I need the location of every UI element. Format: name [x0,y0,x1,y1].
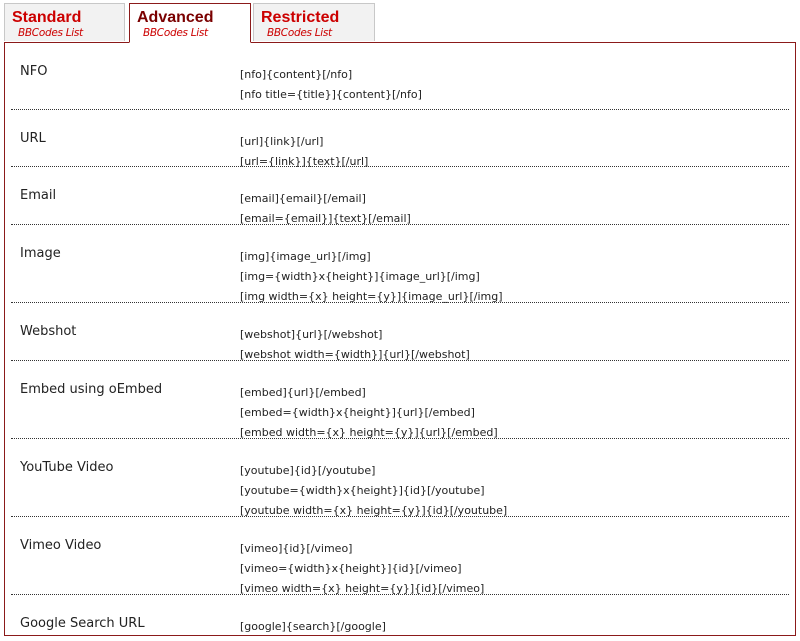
bbcode-row-google [11,595,789,641]
bbcode-name: Image [20,246,61,261]
bbcode-name: Email [20,188,57,203]
bbcode-row-webshot [11,303,789,361]
bbcode-syntax: [img width={x} height={y}]{image_url}[/img] [240,290,503,303]
bbcode-syntax: [nfo]{content}[/nfo] [240,68,353,81]
bbcode-syntax: [google]{search}[/google] [240,620,386,633]
bbcode-name: Vimeo Video [20,538,102,553]
bbcode-syntax-list [240,461,507,521]
tab-standard-title: Standard [12,9,82,26]
bbcode-syntax: [youtube={width}x{height}]{id}[/youtube] [240,484,485,497]
bbcode-syntax: [vimeo width={x} height={y}]{id}[/vimeo] [240,582,485,595]
tab-restricted-subtitle: BBCodes List [267,27,332,39]
tab-restricted[interactable] [253,3,375,41]
bbcodes-panel [4,42,796,636]
bbcode-name: YouTube Video [20,460,114,475]
bbcode-syntax-list [240,539,484,599]
bbcode-syntax: [img]{image_url}[/img] [240,250,371,263]
bbcode-syntax: [embed width={x} height={y}]{url}[/embed] [240,426,498,439]
bbcode-row-nfo [11,43,789,110]
bbcode-row-embed [11,361,789,439]
tab-restricted-title: Restricted [261,9,340,26]
tab-standard[interactable] [4,3,125,41]
bbcode-name: NFO [20,64,48,79]
bbcode-syntax: [youtube width={x} height={y}]{id}[/youtube] [240,504,508,517]
bbcode-syntax-list [240,383,498,443]
bbcode-name: Google Search URL [20,616,145,631]
bbcode-row-vimeo [11,517,789,595]
bbcode-syntax-list [240,247,503,307]
bbcode-syntax: [webshot]{url}[/webshot] [240,328,383,341]
tab-advanced-subtitle: BBCodes List [143,27,208,39]
bbcode-row-email [11,167,789,225]
bbcode-syntax: [embed={width}x{height}]{url}[/embed] [240,406,475,419]
bbcode-syntax: [url={link}]{text}[/url] [240,155,369,168]
bbcode-name: URL [20,131,46,146]
bbcode-name: Webshot [20,324,77,339]
tab-standard-subtitle: BBCodes List [18,27,83,39]
bbcode-row-youtube [11,439,789,517]
bbcode-row-url [11,110,789,167]
tab-advanced-title: Advanced [137,9,214,26]
bbcode-syntax: [vimeo={width}x{height}]{id}[/vimeo] [240,562,462,575]
tab-advanced[interactable] [129,3,251,43]
bbcode-syntax: [email]{email}[/email] [240,192,366,205]
tab-bar [4,3,796,42]
bbcode-syntax: [youtube]{id}[/youtube] [240,464,376,477]
bbcode-syntax: [embed]{url}[/embed] [240,386,366,399]
bbcode-row-image [11,225,789,303]
bbcode-syntax-list [240,132,368,172]
bbcode-syntax: [vimeo]{id}[/vimeo] [240,542,353,555]
bbcode-syntax: [url]{link}[/url] [240,135,324,148]
bbcode-syntax-list [240,65,422,105]
bbcode-syntax-list [240,617,386,637]
bbcode-name: Embed using oEmbed [20,382,163,397]
bbcode-syntax: [email={email}]{text}[/email] [240,212,411,225]
bbcode-syntax-list [240,189,411,229]
bbcode-syntax-list [240,325,470,365]
bbcode-syntax: [nfo title={title}]{content}[/nfo] [240,88,422,101]
bbcode-syntax: [webshot width={width}]{url}[/webshot] [240,348,470,361]
bbcode-syntax: [img={width}x{height}]{image_url}[/img] [240,270,480,283]
